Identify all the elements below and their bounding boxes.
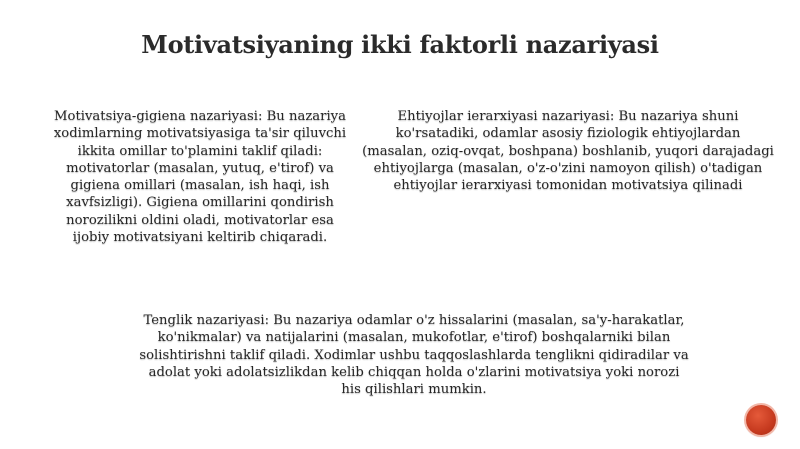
right-text-block: Ehtiyojlar ierarxiyasi nazariyasi: Bu nazariya shuni ko'rsatadiki, odamlar asosiy fiziologik ehtiyojlardan (masalan, oziq-ovqat, boshpana) boshlanib, yuqori darajadagi ehtiyojlarga (masalan, o'z-o'zini namoyon qilish) o'tadigan ehtiyojlar ierarxiyasi tomonidan motivatsiya qilinadi <box>362 109 774 194</box>
bottom-text-block: Tenglik nazariyasi: Bu nazariya odamlar o'z hissalarini (masalan, sa'y-harakatlar, ko'nikmalar) va natijalarini (masalan, mukofotlar, e'tirof) boshqalarniki bilan solishtirishni taklif qiladi. Xodimlar ushbu taqqoslashlarda tenglikni qidiradilar va adolat yoki adolatsizlikdan kelib chiqqan holda o'zlarini motivatsiya yoki norozi his qilishlari mumkin. <box>139 313 689 398</box>
left-text-block: Motivatsiya-gigiena nazariyasi: Bu nazariya xodimlarning motivatsiyasiga ta'sir qiluvchi ikkita omillar to'plamini taklif qiladi: motivatorlar (masalan, yutuq, e'tirof) va gigiena omillari (masalan, ish haqi, ish xavfsizligi). Gigiena omillarini qondirish norozilikni oldini oladi, motivatorlar esa ijobiy motivatsiyani keltirib chiqaradi. <box>53 109 347 246</box>
next-slide-button[interactable] <box>746 405 776 435</box>
slide-title: Motivatsiyaning ikki faktorli nazariyasi <box>141 30 659 59</box>
